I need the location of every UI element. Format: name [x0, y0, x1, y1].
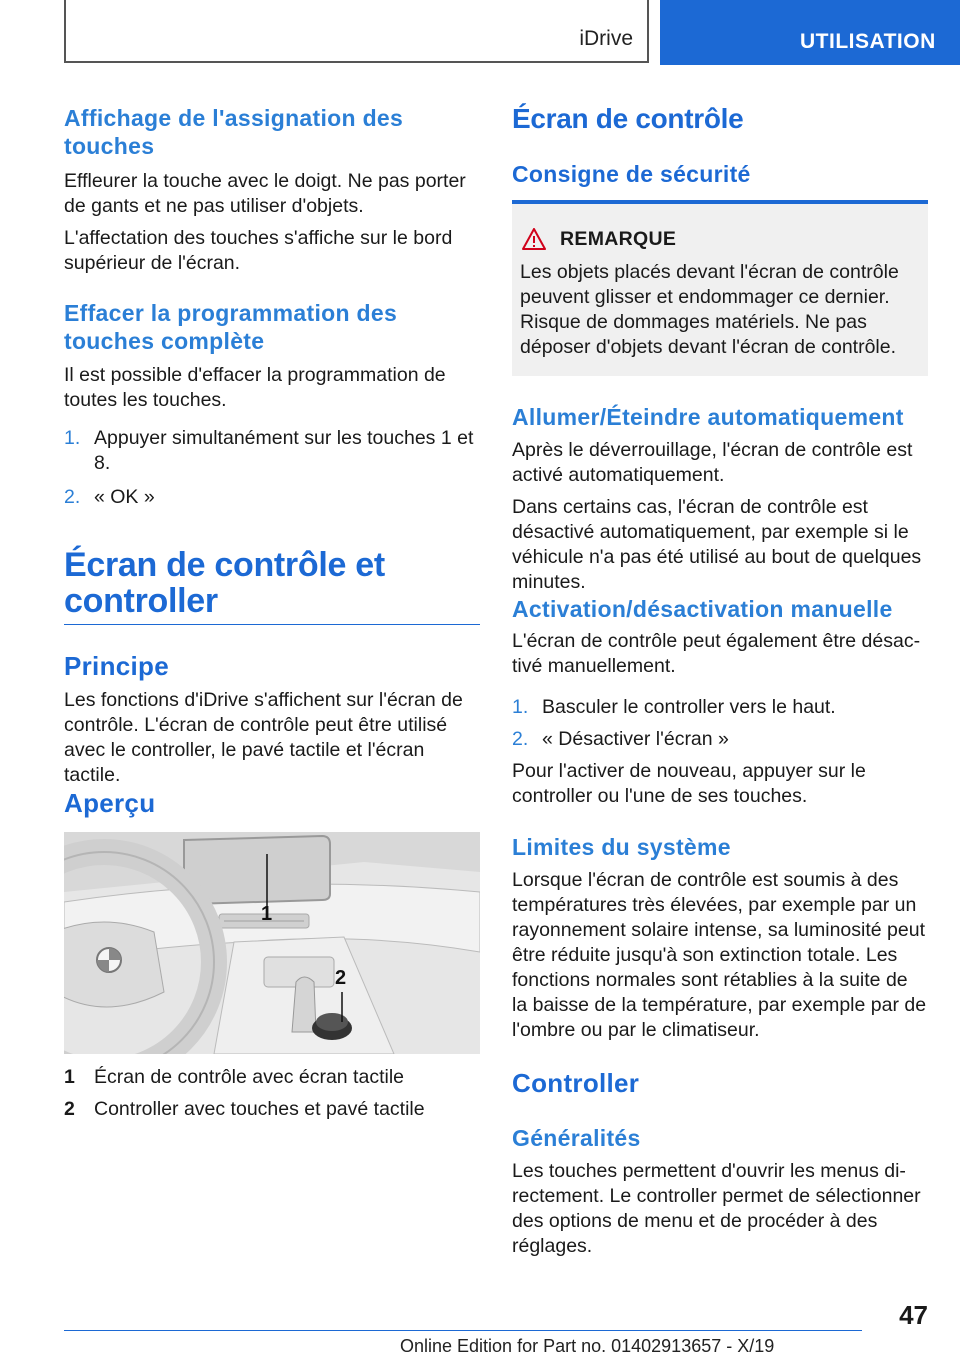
paragraph-auto-1: Après le déverrouillage, l'écran de contrôle est activé automatiquement. — [512, 439, 913, 486]
paragraph-manual-2: Pour l'activer de nouveau, appuyer sur le controller ou l'une de ses touches. — [512, 760, 866, 807]
heading-overview: Aperçu — [64, 788, 156, 818]
list-item-number: 2. — [512, 728, 529, 750]
dashboard-illustration — [64, 832, 480, 1054]
list-item-text: « OK » — [94, 486, 155, 508]
heading-key-assignment: Affichage de l'assignation des touches — [64, 105, 404, 159]
list-item — [64, 485, 480, 510]
figure-legend-item — [64, 1065, 480, 1090]
heading-clear-programming: Effacer la programmation des touches complète — [64, 300, 398, 354]
paragraph-system-limits: Lorsque l'écran de contrôle est soumis à des températures très élevées, par exemple par un rayonnement solaire intense, sa luminosité peut être réduite jusqu'à son extinction totale. Les fonctions normales sont rétablies à la suite de la baisse de la température, par exemple par de l'ombre ou par le climatiseur. — [512, 869, 927, 1041]
note-text: Les objets placés devant l'écran de contrôle peuvent glisser et endommager ce dernier. Risque de dommages matériels. Ne pas déposer d'objets devant l'écran de contrôle. — [520, 261, 899, 358]
list-item-number: 1. — [64, 427, 81, 449]
list-item-text: « Désactiver l'écran » — [542, 728, 729, 750]
list-item-text: Appuyer simultanément sur les touches 1 et 8. — [94, 427, 474, 474]
heading-control-display: Écran de contrôle — [512, 103, 744, 134]
paragraph-key-assignment-2: L'affectation des touches s'affiche sur le bord supérieur de l'écran. — [64, 227, 453, 274]
paragraph-general: Les touches permettent d'ouvrir les menus directement. Le controller permet de sélectionner des options de menu et de procéder à des réglages. — [512, 1160, 921, 1257]
note-title: REMARQUE — [560, 228, 677, 250]
list-item-number: 2. — [64, 486, 81, 508]
paragraph-key-assignment-1: Effleurer la touche avec le doigt. Ne pas porter de gants et ne pas utiliser d'objets. — [64, 170, 466, 217]
heading-screen-and-controller: Écran de contrôle et controller — [64, 546, 385, 620]
legend-number: 2 — [64, 1098, 75, 1120]
legend-number: 1 — [64, 1066, 75, 1088]
header-chapter-tab — [660, 0, 960, 65]
legend-text: Controller avec touches et pavé tactile — [94, 1098, 425, 1120]
footer-rule — [64, 1330, 862, 1331]
header-section-box — [64, 0, 649, 63]
list-item-number: 1. — [512, 696, 529, 718]
paragraph-principle: Les fonctions d'iDrive s'affichent sur l'écran de contrôle. L'écran de contrôle peut être utilisé avec le controller, le pavé tactile et l'écran tactile. — [64, 689, 463, 786]
list-item-text: Basculer le controller vers le haut. — [542, 696, 836, 718]
list-item — [512, 695, 928, 720]
heading-manual: Activation/désactivation manuelle — [512, 596, 893, 622]
paragraph-auto-2: Dans certains cas, l'écran de contrôle est désactivé automatiquement, par exemple si le véhicule n'a pas été utilisé au bout de quelques minutes. — [512, 496, 922, 593]
heading-rule — [64, 624, 480, 625]
paragraph-manual: L'écran de contrôle peut également être désactivé manuellement. — [512, 630, 921, 677]
legend-text: Écran de contrôle avec écran tactile — [94, 1066, 405, 1088]
heading-auto-on-off: Allumer/Éteindre automatiquement — [512, 404, 904, 430]
page-number: 47 — [899, 1300, 928, 1330]
callout-1: 1 — [261, 903, 273, 925]
heading-controller: Controller — [512, 1068, 640, 1098]
list-item — [64, 426, 480, 476]
figure-legend-item — [64, 1097, 480, 1122]
callout-2: 2 — [335, 967, 347, 989]
warning-triangle-icon — [522, 228, 546, 250]
heading-principle: Principe — [64, 651, 169, 681]
heading-safety-note: Consigne de sécurité — [512, 161, 751, 187]
footer-edition: Online Edition for Part no. 01402913657 - X/19 — [400, 1336, 775, 1356]
paragraph-clear-programming: Il est possible d'effacer la programmation de toutes les touches. — [64, 364, 446, 411]
header-section-title: iDrive — [579, 27, 633, 50]
list-item — [512, 727, 928, 752]
heading-system-limits: Limites du système — [512, 834, 731, 860]
header-chapter-title: UTILISATION — [800, 30, 936, 53]
heading-general: Généralités — [512, 1125, 641, 1151]
note-box — [512, 200, 928, 376]
